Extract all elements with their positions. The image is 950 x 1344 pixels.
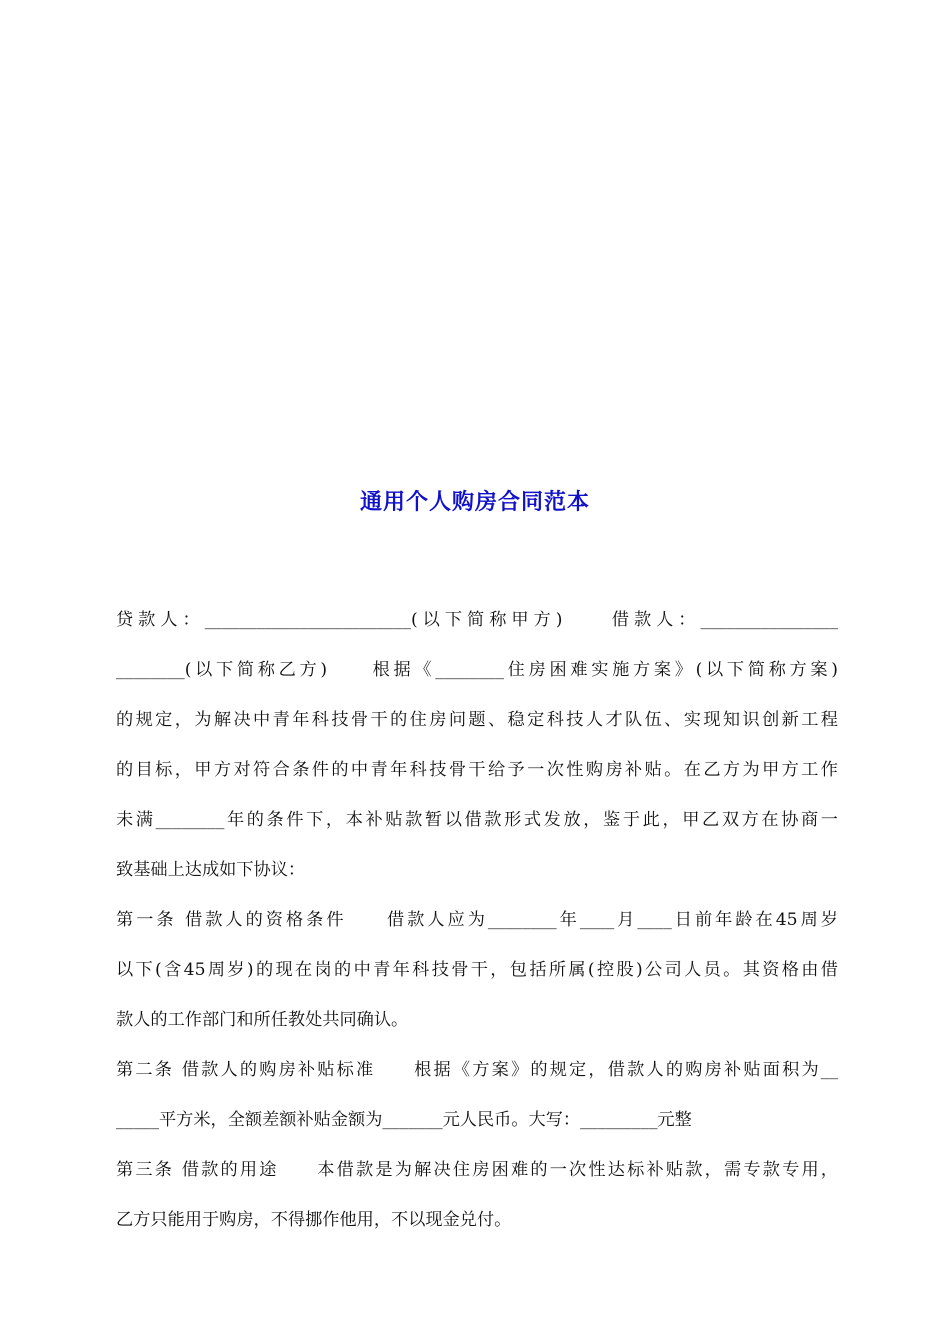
document-title: 通用个人购房合同范本 xyxy=(359,490,590,515)
article-2-line-2: _____平方米，全额差额补贴金额为_______元人民币。大写：_________元整 xyxy=(116,1110,692,1130)
article-1-line-2: 以下(含45周岁)的现在岗的中青年科技骨干，包括所属(控股)公司人员。其资格由借 xyxy=(116,960,838,980)
article-3-line-2: 乙方只能用于购房，不得挪作他用，不以现金兑付。 xyxy=(116,1210,512,1230)
body-line-1: 贷款人：________________________(以下简称甲方) 借款人：________________ xyxy=(116,610,838,630)
body-line-4: 的目标，甲方对符合条件的中青年科技骨干给予一次性购房补贴。在乙方为甲方工作 xyxy=(116,760,838,780)
article-1-line-3: 款人的工作部门和所任教处共同确认。 xyxy=(116,1010,409,1030)
document-body xyxy=(116,600,838,1250)
article-2-line-1: 第二条 借款人的购房补贴标准 根据《方案》的规定，借款人的购房补贴面积为__ xyxy=(116,1060,838,1080)
body-line-3: 的规定，为解决中青年科技骨干的住房问题、稳定科技人才队伍、实现知识创新工程 xyxy=(116,710,838,730)
article-1-line-1: 第一条 借款人的资格条件 借款人应为________年____月____日前年龄在45周岁 xyxy=(116,910,838,930)
article-3-line-1: 第三条 借款的用途 本借款是为解决住房困难的一次性达标补贴款，需专款专用， xyxy=(116,1160,838,1180)
body-line-2: ________(以下简称乙方) 根据《________住房困难实施方案》(以下简称方案) xyxy=(116,660,838,680)
body-line-6: 致基础上达成如下协议： xyxy=(116,860,306,880)
body-line-5: 未满________年的条件下，本补贴款暂以借款形式发放，鉴于此，甲乙双方在协商一 xyxy=(116,810,838,830)
